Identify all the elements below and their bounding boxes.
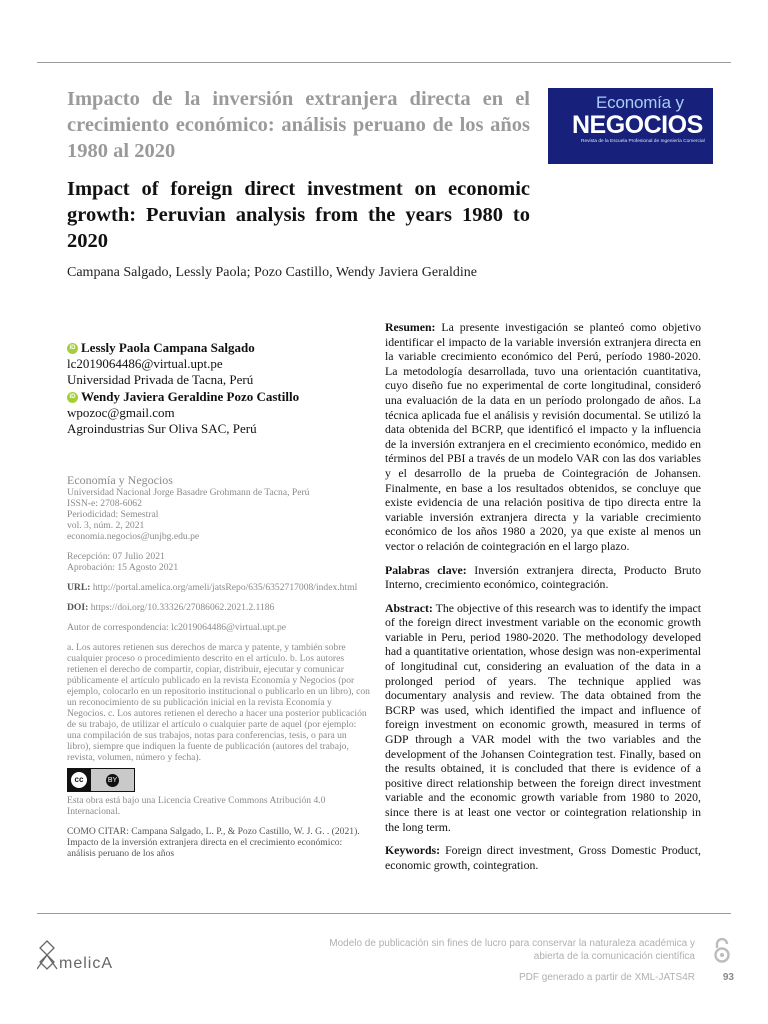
footer-line-1: Modelo de publicación sin fines de lucro para conservar la naturaleza académica y — [329, 938, 695, 949]
keywords-text: Foreign direct investment, Gross Domestic Product, economic growth, cointegration. — [385, 843, 702, 872]
abstract-paragraph — [385, 601, 701, 835]
top-divider — [37, 62, 731, 63]
palabras-text: Inversión extranjera directa, Producto Bruto Interno, crecimiento económico, cointegración. — [385, 562, 701, 592]
doi-label: DOI: — [67, 602, 89, 613]
license-text — [67, 795, 372, 817]
author-affiliation: Agroindustrias Sur Oliva SAC, Perú — [67, 421, 257, 436]
article-metadata — [67, 474, 372, 859]
article-url — [67, 582, 372, 593]
footer-line-2: abierta de la comunicación científica — [533, 951, 695, 962]
title-english: Impact of foreign direct investment on economic growth: Peruvian analysis from the years 1980 to 2020 — [67, 178, 530, 252]
page-number: 93 — [722, 972, 734, 983]
footer-statement — [300, 937, 695, 963]
palabras-label: Palabras clave: — [385, 562, 467, 577]
keywords-label: Keywords: — [385, 843, 441, 858]
cc-license-icon[interactable] — [67, 768, 135, 792]
bottom-divider — [37, 913, 731, 914]
abstract-text: The objective of this research was to identify the impact of the foreign direct investment variable on the economic growth variable in Peru, period 1980-2020. The methodology developed had a quantitative orientation, whose design was non-experimental of longitudinal cut, considering an evaluation of the data in a prolonged period of years. The technique applied was documentary analysis and review. The data obtained from the BCRP was used, which identified the impact and influence of foreign investment on economic growth, measured in terms of GDP through a VAR model with the two variables and the development of the Johansen Cointegration test. Finally, based on the results obtained, it is concluded that there is evidence of a positive direct relationship between the foreign direct investment variable and the economic growth variable from 1980 to 2020, since there is at least one vector or cointegration relationship in the long term. — [385, 600, 701, 834]
orcid-icon[interactable]: iD — [67, 343, 78, 354]
author-name: Lessly Paola Campana Salgado — [81, 340, 255, 355]
author-card — [67, 340, 367, 388]
palabras-paragraph — [385, 563, 701, 592]
title-spanish: Impacto de la inversión extranjera directa en el crecimiento económico: análisis peruano de los años 1980 al 2020 — [67, 88, 530, 162]
open-access-icon — [712, 938, 732, 964]
amelica-logo[interactable] — [37, 938, 147, 974]
article-doi — [67, 602, 372, 613]
journal-email[interactable]: economia.negocios@unjbg.edu.pe — [67, 531, 200, 542]
resumen-label: Resumen: — [385, 320, 436, 334]
cite-text: Campana Salgado, L. P., & Pozo Castillo, W. J. G. . (2021). Impacto de la inversión extranjera directa en el crecimiento económico: análisis peruano de los años — [67, 826, 360, 859]
author-affiliation: Universidad Privada de Tacna, Perú — [67, 372, 254, 387]
url-label: URL: — [67, 582, 91, 593]
license-prefix: Esta obra está bajo una — [67, 795, 156, 806]
journal-logo-line1: Economía y — [596, 93, 684, 112]
rights-note: a. Los autores retienen sus derechos de marca y patente, y también sobre cualquier proceso o procedimiento descrito en el artículo. b. Los autores retienen el derecho de compartir, copiar, distribuir, ejecutar y comunicar públicamente el artículo publicado en la revista Economía y Negocios (por ejemplo, colocarlo en un repositorio institucional o publicarlo en un libro), con un reconocimiento de su publicación inicial en la revista Economía y Negocios. c. Los autores retienen el derecho a hacer una posterior publicación de su trabajo, de utilizar el artículo o cualquier parte de aquel (por ejemplo: una compilación de sus trabajos, notas para conferencias, tesis, o para un libro), siempre que indiquen la fuente de publicación (autores del trabajo, revista, volumen, número y fecha). — [67, 642, 370, 763]
pdf-generated-note: PDF generado a partir de XML-JATS4R — [518, 972, 695, 983]
authors-line: Campana Salgado, Lessly Paola; Pozo Castillo, Wendy Javiera Geraldine — [67, 265, 477, 280]
journal-name: Economía y Negocios — [67, 473, 173, 487]
url-link[interactable]: http://portal.amelica.org/ameli/jatsRepo/635/6352717008/index.html — [92, 582, 358, 593]
keywords-paragraph — [385, 843, 701, 872]
resumen-paragraph — [385, 320, 701, 554]
license-link[interactable]: Licencia Creative Commons Atribución 4.0 Internacional. — [67, 795, 326, 817]
orcid-icon[interactable]: iD — [67, 392, 78, 403]
abstracts-column — [385, 320, 701, 881]
by-icon: BY — [106, 774, 119, 787]
university: Universidad Nacional Jorge Basadre Grohmann de Tacna, Perú — [67, 487, 310, 498]
doi-link[interactable]: https://doi.org/10.33326/27086062.2021.2.1186 — [90, 602, 275, 613]
author-email[interactable]: wpozoc@gmail.com — [67, 405, 175, 420]
approved-date: Aprobación: 15 Agosto 2021 — [67, 562, 179, 573]
author-name: Wendy Javiera Geraldine Pozo Castillo — [81, 389, 300, 404]
author-email[interactable]: lc2019064486@virtual.upt.pe — [67, 356, 223, 371]
volume: vol. 3, núm. 2, 2021 — [67, 520, 145, 531]
cite-label: COMO CITAR: — [67, 826, 129, 837]
received-date: Recepción: 07 Julio 2021 — [67, 551, 165, 562]
resumen-text: La presente investigación se planteó como objetivo identificar el impacto de la variable inversión extranjera directa en la variable crecimiento económico del Perú, período 1980-2020. La metodología desarrollada, tuvo una orientación cuantitativa, cuyo diseño fue no experimental de corte longitudinal, consideró una evaluación de la data en un período prolongado de años. La técnica aplicada fue el análisis y revisión documental. Se utilizó la data obtenida del BCRP, que identificó el impacto y la influencia de la inversión extranjera en el crecimiento económico, medido en términos del PBI a través de un modelo VAR con las dos variables y el desarrollo de la prueba de Cointegración de Johansen. Finalmente, en base a los resultados obtenidos, se concluye que existe evidencia de una relación positiva de tipo directa entre la variable inversión extranjera directa y la variable crecimiento económico de los años 1980 a 2020, ya que existe al menos un vector o relación de cointegración en el largo plazo. — [385, 320, 702, 553]
issn: ISSN-e: 2708-6062 — [67, 498, 142, 509]
amelica-logo-text: melicA — [59, 955, 114, 972]
periodicity: Periodicidad: Semestral — [67, 509, 159, 520]
citation — [67, 826, 372, 859]
journal-logo-line2: NEGOCIOS — [572, 111, 703, 139]
correspondence: Autor de correspondencia: lc2019064486@virtual.upt.pe — [67, 622, 287, 633]
abstract-label: Abstract: — [385, 600, 433, 615]
author-card — [67, 389, 367, 437]
cc-icon: cc — [71, 772, 87, 788]
journal-logo — [548, 88, 713, 164]
journal-logo-line3: Revista de la Escuela Profesional de Ingeniería Comercial — [581, 139, 705, 144]
